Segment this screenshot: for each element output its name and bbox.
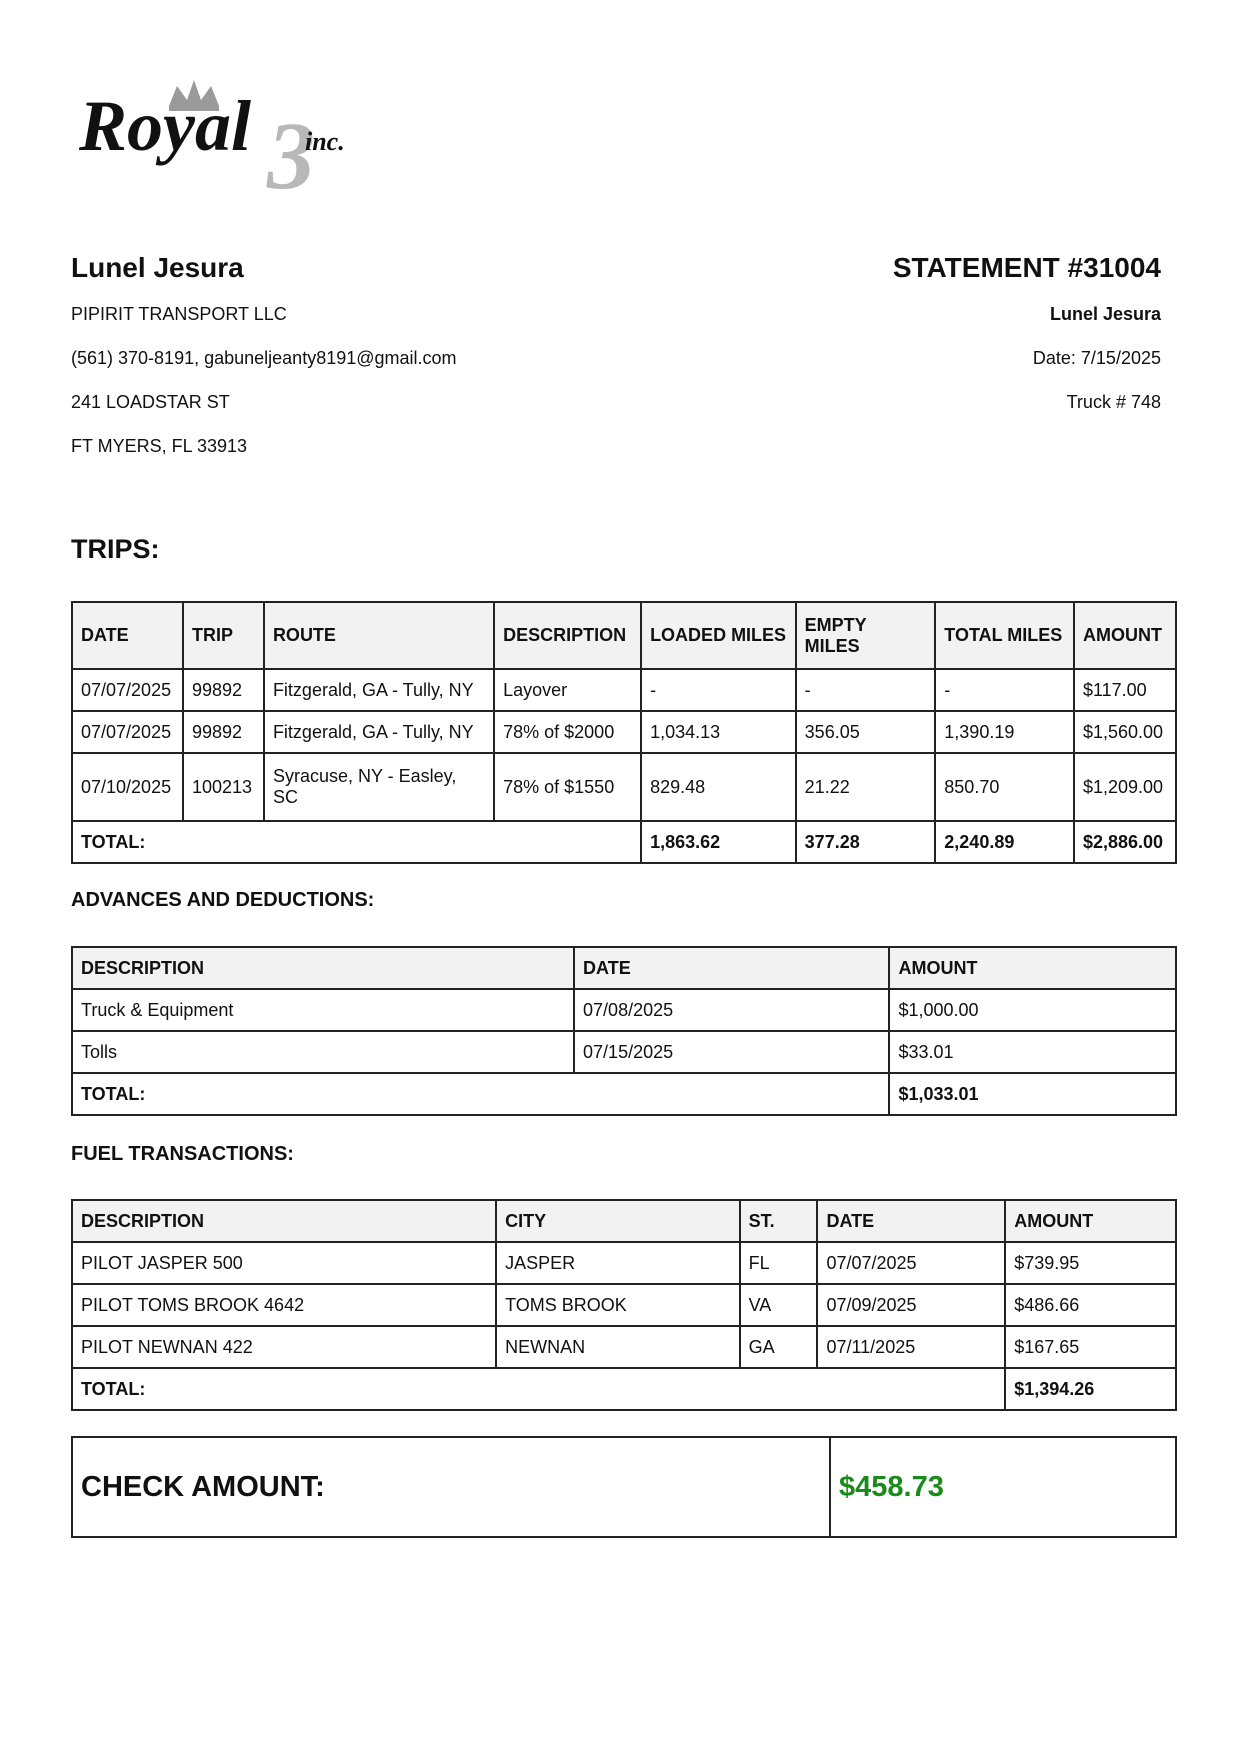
advances-total-row [72, 1073, 1176, 1115]
trips-title: TRIPS: [71, 534, 160, 564]
table-row [72, 989, 1176, 1031]
cell: GA [740, 1326, 818, 1368]
trips-total-row [72, 821, 1176, 863]
svg-text:Royal: Royal [79, 86, 251, 166]
statement-info [661, 248, 1161, 424]
cell: 07/09/2025 [817, 1284, 1005, 1326]
col-empty-miles: EMPTY MILES [796, 602, 936, 669]
driver-address-line2: FT MYERS, FL 33913 [71, 436, 248, 456]
cell: $1,209.00 [1074, 753, 1176, 821]
total-total-miles: 2,240.89 [935, 821, 1074, 863]
col-description: DESCRIPTION [494, 602, 641, 669]
col-date: DATE [574, 947, 889, 989]
cell: $117.00 [1074, 669, 1176, 711]
fuel-table [71, 1199, 1177, 1411]
advances-title: ADVANCES AND DEDUCTIONS: [71, 889, 375, 911]
check-amount-label: CHECK AMOUNT: [73, 1438, 831, 1536]
crown-logo-icon [79, 70, 399, 200]
cell: 100213 [183, 753, 264, 821]
driver-name: Lunel Jesura [71, 252, 244, 283]
cell: $33.01 [889, 1031, 1176, 1073]
total-label: TOTAL: [72, 1073, 889, 1115]
fuel-total-row [72, 1368, 1176, 1410]
cell: $1,000.00 [889, 989, 1176, 1031]
cell: - [935, 669, 1074, 711]
cell: PILOT TOMS BROOK 4642 [72, 1284, 496, 1326]
cell: Tolls [72, 1031, 574, 1073]
check-amount-box [71, 1436, 1177, 1538]
total-empty-miles: 377.28 [796, 821, 936, 863]
statement-truck: Truck # 748 [1066, 392, 1161, 412]
cell: Syracuse, NY - Easley, SC [264, 753, 494, 821]
cell: Truck & Equipment [72, 989, 574, 1031]
col-city: CITY [496, 1200, 740, 1242]
statement-title: STATEMENT #31004 [892, 252, 1161, 283]
cell: PILOT JASPER 500 [72, 1242, 496, 1284]
svg-text:3: 3 [267, 102, 315, 200]
col-amount: AMOUNT [889, 947, 1176, 989]
fuel-header-row [72, 1200, 1176, 1242]
cell: FL [740, 1242, 818, 1284]
col-route: ROUTE [264, 602, 494, 669]
cell: Fitzgerald, GA - Tully, NY [264, 669, 494, 711]
col-trip: TRIP [183, 602, 264, 669]
cell: 99892 [183, 711, 264, 753]
company-logo [79, 70, 399, 200]
table-row [72, 1242, 1176, 1284]
cell: 07/07/2025 [72, 669, 183, 711]
cell: Fitzgerald, GA - Tully, NY [264, 711, 494, 753]
cell: PILOT NEWNAN 422 [72, 1326, 496, 1368]
total-loaded-miles: 1,863.62 [641, 821, 796, 863]
cell: Layover [494, 669, 641, 711]
cell: VA [740, 1284, 818, 1326]
table-row [72, 1284, 1176, 1326]
col-amount: AMOUNT [1074, 602, 1176, 669]
col-state: ST. [740, 1200, 818, 1242]
table-row [72, 753, 1176, 821]
cell: 07/11/2025 [817, 1326, 1005, 1368]
col-total-miles: TOTAL MILES [935, 602, 1074, 669]
total-label: TOTAL: [72, 821, 641, 863]
driver-contact: (561) 370-8191, gabuneljeanty8191@gmail.com [71, 348, 457, 368]
cell: 07/10/2025 [72, 753, 183, 821]
cell: $1,560.00 [1074, 711, 1176, 753]
fuel-title: FUEL TRANSACTIONS: [71, 1143, 294, 1165]
cell: $739.95 [1005, 1242, 1176, 1284]
cell: 356.05 [796, 711, 936, 753]
col-amount: AMOUNT [1005, 1200, 1176, 1242]
svg-text:inc.: inc. [305, 127, 345, 156]
cell: 21.22 [796, 753, 936, 821]
col-date: DATE [817, 1200, 1005, 1242]
cell: $486.66 [1005, 1284, 1176, 1326]
advances-table [71, 946, 1177, 1116]
col-description: DESCRIPTION [72, 1200, 496, 1242]
cell: 07/07/2025 [817, 1242, 1005, 1284]
cell: 99892 [183, 669, 264, 711]
col-description: DESCRIPTION [72, 947, 574, 989]
table-row [72, 669, 1176, 711]
total-amount: $1,394.26 [1005, 1368, 1176, 1410]
cell: 78% of $1550 [494, 753, 641, 821]
cell: - [641, 669, 796, 711]
total-amount: $1,033.01 [889, 1073, 1176, 1115]
driver-address-line1: 241 LOADSTAR ST [71, 392, 230, 412]
col-loaded-miles: LOADED MILES [641, 602, 796, 669]
cell: 829.48 [641, 753, 796, 821]
check-amount-value: $458.73 [839, 1470, 944, 1503]
statement-date: Date: 7/15/2025 [1032, 348, 1161, 368]
driver-company: PIPIRIT TRANSPORT LLC [71, 304, 287, 324]
table-row [72, 1326, 1176, 1368]
cell: - [796, 669, 936, 711]
advances-header-row [72, 947, 1176, 989]
cell: 07/15/2025 [574, 1031, 889, 1073]
cell: 07/07/2025 [72, 711, 183, 753]
cell: NEWNAN [496, 1326, 740, 1368]
cell: 1,034.13 [641, 711, 796, 753]
cell: 1,390.19 [935, 711, 1074, 753]
cell: 78% of $2000 [494, 711, 641, 753]
driver-info [71, 248, 671, 468]
cell: TOMS BROOK [496, 1284, 740, 1326]
total-amount: $2,886.00 [1074, 821, 1176, 863]
col-date: DATE [72, 602, 183, 669]
trips-header-row [72, 602, 1176, 669]
table-row [72, 711, 1176, 753]
trips-table [71, 601, 1177, 864]
total-label: TOTAL: [72, 1368, 1005, 1410]
statement-name: Lunel Jesura [1049, 304, 1161, 324]
table-row [72, 1031, 1176, 1073]
cell: 850.70 [935, 753, 1074, 821]
cell: $167.65 [1005, 1326, 1176, 1368]
cell: JASPER [496, 1242, 740, 1284]
cell: 07/08/2025 [574, 989, 889, 1031]
